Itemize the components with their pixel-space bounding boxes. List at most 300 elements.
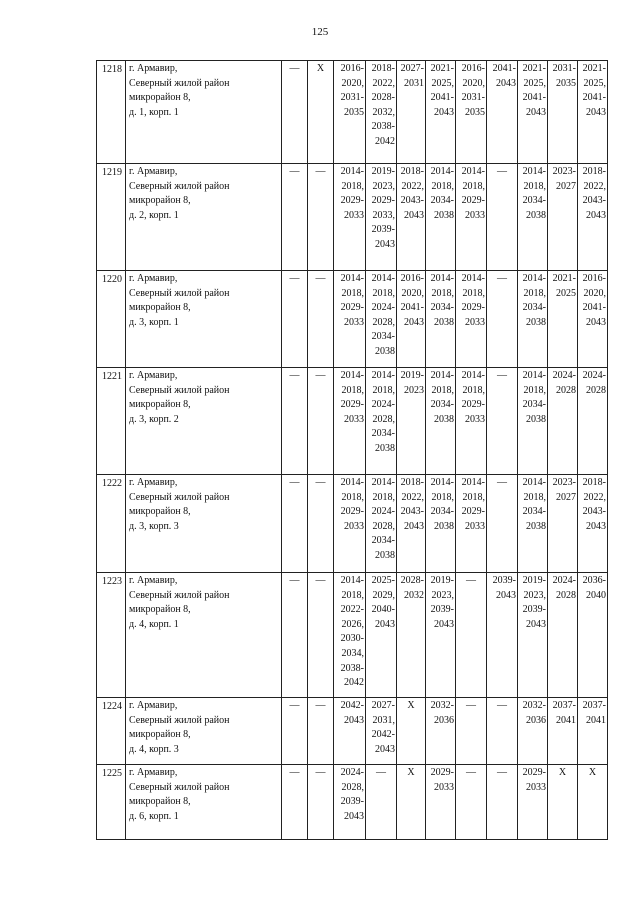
address-cell: [126, 164, 282, 271]
cell-line: 2038: [526, 413, 546, 425]
cell-line: 2040: [586, 589, 606, 601]
cell-line: 2025,: [523, 77, 546, 89]
cell-line: 2041-: [400, 302, 424, 314]
year-range-cell: [397, 475, 426, 573]
address-line: г. Армавир,: [129, 273, 178, 284]
cell-line: —: [289, 575, 300, 586]
cell-line: 2028: [586, 384, 606, 396]
year-range-cell: [397, 573, 426, 698]
cell-line: X: [588, 767, 597, 778]
year-range-cell: [397, 164, 426, 271]
cell-line: 2029-: [340, 302, 364, 314]
address-line: микрорайон 8,: [129, 796, 191, 808]
cell-line: —: [497, 477, 507, 488]
cell-line: 2035: [556, 77, 576, 89]
cell-line: 2037-: [582, 700, 606, 711]
cell-line: 2022,: [583, 491, 606, 503]
cell-line: 2033: [434, 781, 454, 793]
cell-line: 2031-: [552, 63, 576, 74]
cell-line: 2014-: [340, 273, 364, 284]
address-line: д. 4, корп. 1: [129, 618, 179, 630]
table-row: [97, 698, 608, 765]
year-range-cell: [518, 698, 548, 765]
address-line: микрорайон 8,: [129, 506, 191, 518]
year-range-cell: [426, 475, 456, 573]
cell-line: 2018-: [400, 166, 424, 177]
cell-line: 2034-: [371, 428, 395, 440]
cell-line: 2014-: [461, 370, 485, 381]
mark-cell: [282, 765, 308, 840]
cell-line: 2033: [344, 413, 364, 425]
address-line: д. 3, корп. 1: [129, 316, 179, 328]
year-range-cell: [518, 475, 548, 573]
cell-line: 2014-: [461, 166, 485, 177]
cell-line: 2038: [434, 520, 454, 532]
mark-cell: [308, 164, 334, 271]
table-row: [97, 475, 608, 573]
cell-line: 2019-: [371, 166, 395, 177]
cell-line: —: [315, 477, 326, 488]
cell-line: 2024-: [552, 370, 576, 381]
cell-line: 2042: [375, 135, 395, 147]
cell-line: 2014-: [461, 477, 485, 488]
year-range-cell: [548, 475, 578, 573]
address-line: г. Армавир,: [129, 63, 178, 74]
year-range-cell: [456, 475, 487, 573]
mark-cell: [487, 698, 518, 765]
cell-line: 2033: [344, 209, 364, 221]
cell-line: 2034-: [522, 302, 546, 314]
address-line: д. 2, корп. 1: [129, 209, 179, 221]
cell-line: 2025-: [371, 575, 395, 586]
cell-line: 2038-: [340, 662, 364, 674]
address-line: д. 1, корп. 1: [129, 106, 179, 118]
row-number: 1218: [97, 61, 126, 164]
cell-line: 2016-: [582, 273, 606, 284]
cell-line: 2024-: [582, 370, 606, 381]
cell-line: 2023: [404, 384, 424, 396]
cell-line: 2031: [404, 77, 424, 89]
cell-line: 2014-: [340, 477, 364, 488]
address-line: микрорайон 8,: [129, 92, 191, 104]
address-line: Северный жилой район: [129, 287, 230, 299]
cell-line: 2043: [496, 589, 516, 601]
cell-line: 2026,: [341, 618, 364, 630]
cell-line: 2021-: [430, 63, 454, 74]
cell-line: 2039-: [371, 224, 395, 236]
mark-cell: [487, 368, 518, 475]
cell-line: 2043: [375, 743, 395, 755]
row-number: 1224: [97, 698, 126, 765]
cell-line: 2038-: [371, 121, 395, 133]
cell-line: 2033: [465, 520, 485, 532]
cell-line: 2028-: [400, 575, 424, 586]
address-line: Северный жилой район: [129, 384, 230, 396]
cell-line: 2014-: [371, 370, 395, 381]
mark-cell: [282, 698, 308, 765]
cell-line: 2040-: [371, 604, 395, 616]
year-range-cell: [426, 698, 456, 765]
cell-line: 2018,: [431, 491, 454, 503]
cell-line: 2043: [404, 316, 424, 328]
cell-line: 2031,: [372, 714, 395, 726]
cell-line: 2041: [586, 714, 606, 726]
cell-line: 2018,: [523, 180, 546, 192]
cell-line: 2018,: [341, 180, 364, 192]
cell-line: 2035: [465, 106, 485, 118]
address-cell: [126, 573, 282, 698]
cell-line: —: [466, 575, 476, 586]
year-range-cell: [426, 765, 456, 840]
cell-line: 2029-: [340, 506, 364, 518]
cell-line: 2034-: [430, 506, 454, 518]
cell-line: 2018-: [400, 477, 424, 488]
cell-line: 2034,: [341, 647, 364, 659]
cell-line: 2041-: [522, 92, 546, 104]
cell-line: 2043: [344, 714, 364, 726]
address-line: Северный жилой район: [129, 714, 230, 726]
cell-line: 2027-: [400, 63, 424, 74]
cell-line: 2020,: [341, 77, 364, 89]
mark-cell: [282, 164, 308, 271]
address-line: Северный жилой район: [129, 589, 230, 601]
cell-line: 2043: [434, 618, 454, 630]
cell-line: 2041-: [582, 92, 606, 104]
cell-line: 2036-: [582, 575, 606, 586]
mark-cell: [282, 573, 308, 698]
cell-line: 2014-: [430, 477, 454, 488]
mark-cell: [456, 765, 487, 840]
cell-line: 2043: [526, 618, 546, 630]
row-number: 1225: [97, 765, 126, 840]
year-range-cell: [548, 698, 578, 765]
cell-line: 2042: [344, 677, 364, 689]
year-range-cell: [397, 368, 426, 475]
cell-line: 2018,: [431, 384, 454, 396]
cell-line: 2043: [586, 209, 606, 221]
year-range-cell: [366, 475, 397, 573]
cell-line: 2016-: [461, 63, 485, 74]
cell-line: 2033: [344, 520, 364, 532]
cell-line: 2027-: [371, 700, 395, 711]
cell-line: 2043: [404, 520, 424, 532]
row-number: 1222: [97, 475, 126, 573]
cell-line: 2034-: [430, 399, 454, 411]
cell-line: 2043: [586, 520, 606, 532]
cell-line: 2038: [526, 209, 546, 221]
cell-line: 2021-: [582, 63, 606, 74]
cell-line: —: [289, 166, 300, 177]
cell-line: X: [407, 700, 415, 711]
cell-line: 2034-: [522, 506, 546, 518]
cell-line: 2023,: [523, 589, 546, 601]
cell-line: 2023-: [552, 166, 576, 177]
cell-line: —: [289, 700, 300, 711]
cell-line: 2034-: [371, 331, 395, 343]
cell-line: 2042-: [340, 700, 364, 711]
mark-cell: [308, 271, 334, 368]
year-range-cell: [578, 475, 608, 573]
table-row: [97, 368, 608, 475]
address-cell: [126, 765, 282, 840]
cell-line: —: [497, 370, 507, 381]
cell-line: —: [289, 767, 300, 778]
cell-line: 2029-: [371, 195, 395, 207]
cell-line: 2020,: [462, 77, 485, 89]
year-range-cell: [518, 271, 548, 368]
cell-line: —: [466, 700, 476, 711]
cell-line: —: [497, 767, 507, 778]
cell-line: —: [315, 767, 326, 778]
cell-line: 2024-: [371, 506, 395, 518]
cell-line: 2018,: [523, 491, 546, 503]
cell-line: 2018,: [523, 384, 546, 396]
cell-line: —: [315, 575, 326, 586]
mark-cell: [282, 475, 308, 573]
cell-line: 2014-: [522, 166, 546, 177]
cell-line: 2032-: [522, 700, 546, 711]
mark-cell: [308, 765, 334, 840]
year-range-cell: [518, 765, 548, 840]
cell-line: 2038: [375, 549, 395, 561]
address-line: Северный жилой район: [129, 180, 230, 192]
year-range-cell: [366, 61, 397, 164]
year-range-cell: [426, 573, 456, 698]
cell-line: 2043: [434, 106, 454, 118]
cell-line: 2041-: [492, 63, 516, 74]
table-row: [97, 765, 608, 840]
year-range-cell: [366, 698, 397, 765]
cell-line: 2033: [465, 209, 485, 221]
cell-line: 2028,: [372, 520, 395, 532]
year-range-cell: [518, 164, 548, 271]
cell-line: 2041-: [582, 302, 606, 314]
cell-line: 2043: [496, 77, 516, 89]
cell-line: 2024-: [371, 399, 395, 411]
cell-line: 2033: [465, 413, 485, 425]
cell-line: 2038: [526, 316, 546, 328]
cell-line: 2034-: [522, 399, 546, 411]
cell-line: 2034-: [522, 195, 546, 207]
year-range-cell: [578, 698, 608, 765]
mark-cell: [397, 698, 426, 765]
cell-line: 2024-: [371, 302, 395, 314]
cell-line: 2024-: [340, 767, 364, 778]
mark-cell: [456, 698, 487, 765]
cell-line: 2033: [526, 781, 546, 793]
cell-line: 2038: [434, 209, 454, 221]
cell-line: 2029-: [461, 399, 485, 411]
year-range-cell: [456, 271, 487, 368]
cell-line: 2018,: [372, 287, 395, 299]
year-range-cell: [334, 164, 366, 271]
cell-line: 2016-: [340, 63, 364, 74]
cell-line: 2023-: [552, 477, 576, 488]
cell-line: 2034-: [430, 302, 454, 314]
cell-line: 2029-: [461, 506, 485, 518]
table-row: [97, 164, 608, 271]
year-range-cell: [397, 61, 426, 164]
address-line: г. Армавир,: [129, 575, 178, 586]
year-range-cell: [578, 164, 608, 271]
table-row: [97, 61, 608, 164]
mark-cell: [308, 368, 334, 475]
address-line: г. Армавир,: [129, 767, 178, 778]
year-range-cell: [426, 368, 456, 475]
cell-line: 2032-: [430, 700, 454, 711]
cell-line: —: [376, 767, 386, 778]
cell-line: 2014-: [522, 477, 546, 488]
cell-line: 2031-: [461, 92, 485, 104]
cell-line: 2042-: [371, 729, 395, 741]
row-number: 1223: [97, 573, 126, 698]
cell-line: 2043: [586, 316, 606, 328]
cell-line: 2041: [556, 714, 576, 726]
year-range-cell: [487, 573, 518, 698]
cell-line: 2014-: [522, 370, 546, 381]
mark-cell: [548, 765, 578, 840]
year-range-cell: [548, 573, 578, 698]
cell-line: 2019-: [400, 370, 424, 381]
address-cell: [126, 698, 282, 765]
cell-line: —: [497, 700, 507, 711]
cell-line: 2019-: [522, 575, 546, 586]
cell-line: —: [497, 273, 507, 284]
cell-line: 2023,: [431, 589, 454, 601]
cell-line: 2031-: [340, 92, 364, 104]
mark-cell: [456, 573, 487, 698]
year-range-cell: [426, 164, 456, 271]
mark-cell: [397, 765, 426, 840]
year-range-cell: [366, 368, 397, 475]
cell-line: 2022,: [401, 180, 424, 192]
cell-line: —: [315, 273, 326, 284]
cell-line: 2033: [465, 316, 485, 328]
year-range-cell: [578, 271, 608, 368]
cell-line: 2018,: [431, 180, 454, 192]
cell-line: 2043: [375, 618, 395, 630]
address-line: г. Армавир,: [129, 370, 178, 381]
cell-line: 2039-: [492, 575, 516, 586]
cell-line: 2043: [375, 238, 395, 250]
year-range-cell: [487, 61, 518, 164]
year-range-cell: [334, 475, 366, 573]
year-range-cell: [334, 765, 366, 840]
year-range-cell: [334, 698, 366, 765]
cell-line: 2014-: [430, 273, 454, 284]
address-line: Северный жилой район: [129, 77, 230, 89]
year-range-cell: [366, 573, 397, 698]
cell-line: 2021-: [552, 273, 576, 284]
cell-line: 2043-: [582, 195, 606, 207]
address-line: д. 4, корп. 3: [129, 743, 179, 755]
cell-line: —: [289, 63, 300, 74]
table-row: [97, 271, 608, 368]
cell-line: 2018,: [462, 180, 485, 192]
cell-line: 2038: [375, 345, 395, 357]
mark-cell: [282, 271, 308, 368]
cell-line: 2020,: [583, 287, 606, 299]
mark-cell: [487, 475, 518, 573]
cell-line: 2028,: [341, 781, 364, 793]
cell-line: —: [289, 370, 300, 381]
address-line: г. Армавир,: [129, 477, 178, 488]
mark-cell: [578, 765, 608, 840]
cell-line: 2028: [556, 384, 576, 396]
cell-line: 2036: [526, 714, 546, 726]
cell-line: 2043: [586, 106, 606, 118]
cell-line: 2043: [344, 810, 364, 822]
cell-line: 2029-: [340, 399, 364, 411]
cell-line: 2018,: [431, 287, 454, 299]
cell-line: 2036: [434, 714, 454, 726]
mark-cell: [282, 61, 308, 164]
year-range-cell: [578, 573, 608, 698]
cell-line: 2028,: [372, 316, 395, 328]
cell-line: 2018,: [341, 589, 364, 601]
cell-line: 2025,: [431, 77, 454, 89]
year-range-cell: [334, 61, 366, 164]
cell-line: 2018,: [341, 491, 364, 503]
cell-line: 2022-: [340, 604, 364, 616]
cell-line: 2016-: [400, 273, 424, 284]
mark-cell: [308, 475, 334, 573]
cell-line: 2019-: [430, 575, 454, 586]
cell-line: 2018,: [372, 491, 395, 503]
year-range-cell: [578, 368, 608, 475]
mark-cell: [487, 271, 518, 368]
cell-line: 2034-: [371, 535, 395, 547]
cell-line: 2018-: [371, 63, 395, 74]
cell-line: 2033: [344, 316, 364, 328]
cell-line: 2014-: [522, 273, 546, 284]
year-range-cell: [548, 368, 578, 475]
address-cell: [126, 475, 282, 573]
mark-cell: [308, 698, 334, 765]
address-cell: [126, 368, 282, 475]
cell-line: 2021-: [522, 63, 546, 74]
cell-line: 2022,: [401, 491, 424, 503]
cell-line: 2029-: [461, 195, 485, 207]
cell-line: 2018,: [341, 384, 364, 396]
year-range-cell: [426, 61, 456, 164]
address-line: д. 6, корп. 1: [129, 810, 179, 822]
page-number: 125: [311, 26, 329, 38]
cell-line: 2029-: [461, 302, 485, 314]
year-range-cell: [456, 368, 487, 475]
cell-line: 2028-: [371, 92, 395, 104]
cell-line: 2018,: [372, 384, 395, 396]
address-line: г. Армавир,: [129, 700, 178, 711]
cell-line: 2014-: [371, 477, 395, 488]
overhaul-schedule-table: [96, 60, 608, 840]
row-number: 1221: [97, 368, 126, 475]
cell-line: 2038: [375, 442, 395, 454]
address-line: микрорайон 8,: [129, 399, 191, 411]
address-line: г. Армавир,: [129, 166, 178, 177]
address-line: д. 3, корп. 3: [129, 520, 179, 532]
cell-line: 2024-: [552, 575, 576, 586]
mark-cell: [308, 573, 334, 698]
cell-line: 2025: [556, 287, 576, 299]
cell-line: 2029-: [340, 195, 364, 207]
cell-line: 2039-: [340, 796, 364, 808]
row-number: 1220: [97, 271, 126, 368]
year-range-cell: [518, 61, 548, 164]
cell-line: 2022,: [372, 77, 395, 89]
cell-line: 2030-: [340, 633, 364, 645]
cell-line: 2033,: [372, 209, 395, 221]
